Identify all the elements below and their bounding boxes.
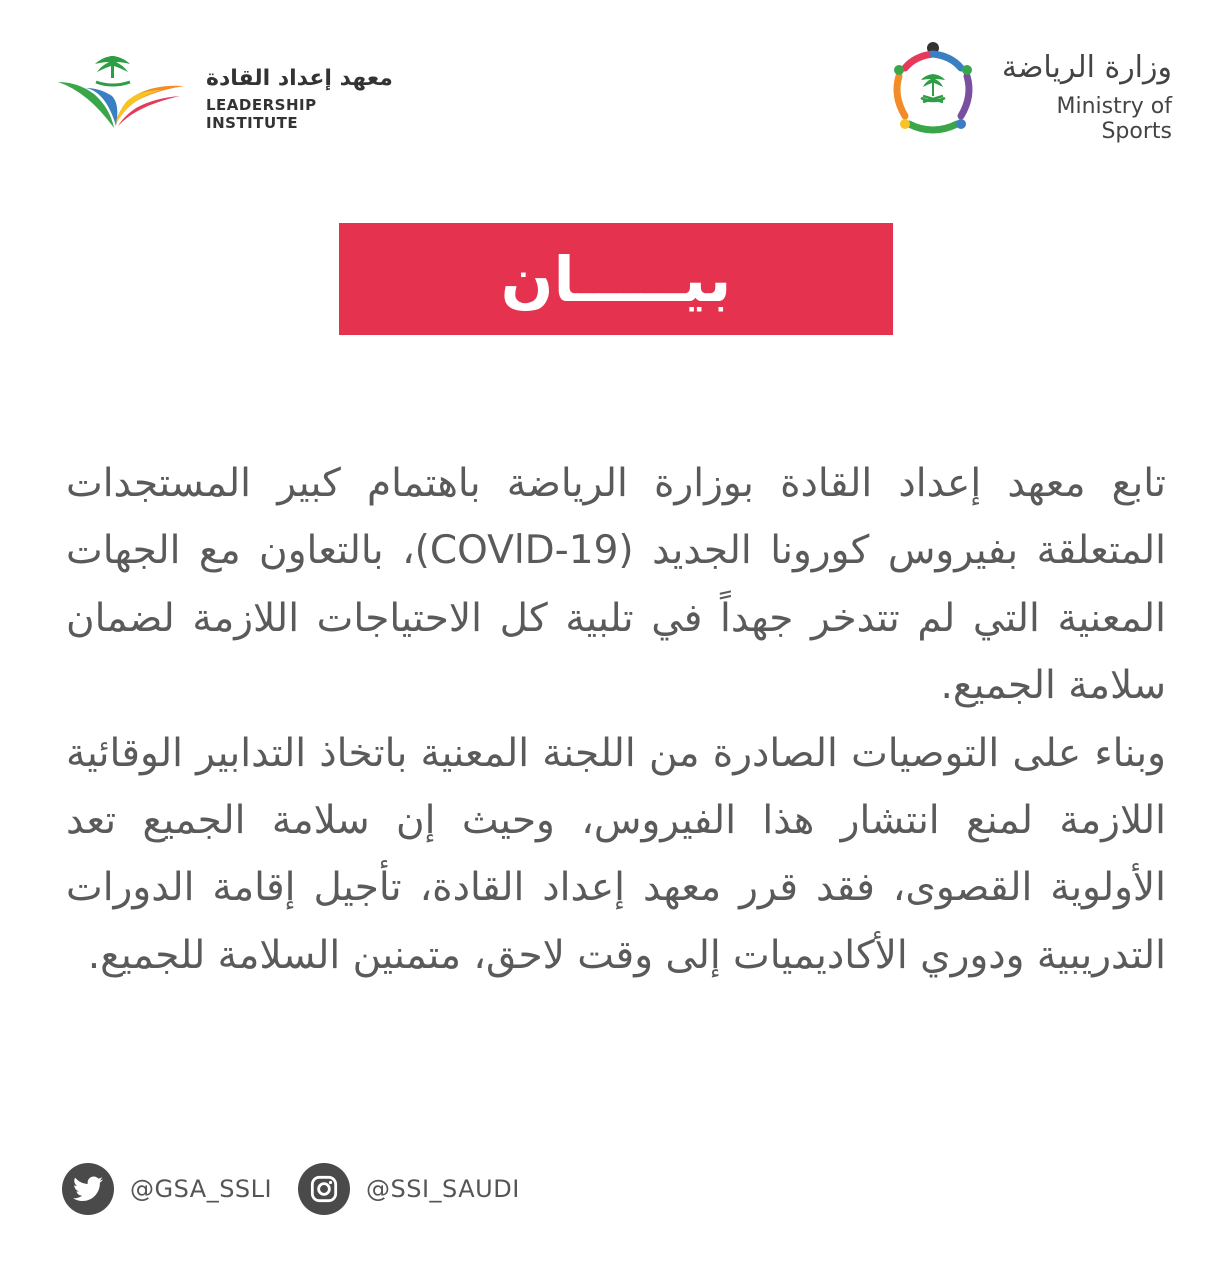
instagram-handle: @SSI_SAUDI (366, 1175, 520, 1203)
statement-body (66, 450, 1166, 989)
leadership-institute-logo (56, 48, 396, 138)
ministry-of-sports-emblem-icon (885, 40, 981, 136)
instagram-icon (298, 1163, 350, 1215)
statement-paragraph-1: تابع معهد إعداد القادة بوزارة الرياضة باهتمام كبير المستجدات المتعلقة بفيروس كورونا الجديد (COVlD-19)، بالتعاون مع الجهات المعنية التي لم تتدخر جهداً في تلبية كل الاحتياجات اللازمة لضمان سلامة الجميع. (66, 461, 1166, 709)
banner-title: بيـــــان (500, 242, 732, 316)
header (0, 0, 1232, 160)
social-footer (62, 1162, 662, 1218)
twitter-icon (62, 1163, 114, 1215)
ministry-of-sports-logo (885, 40, 1185, 144)
twitter-handle: @GSA_SSLI (130, 1175, 273, 1203)
leadership-institute-emblem-icon (56, 48, 196, 128)
ministry-name-arabic: وزارة الرياضة (1001, 50, 1172, 85)
leadership-institute-name-arabic: معهد إعداد القادة (206, 66, 393, 91)
ministry-name-english: Ministry of Sports (1056, 94, 1172, 144)
leadership-institute-name-english: LEADERSHIP INSTITUTE (206, 96, 317, 132)
statement-paragraph-2: وبناء على التوصيات الصادرة من اللجنة المعنية باتخاذ التدابير الوقائية اللازمة لمنع انتشار هذا الفيروس، وحيث إن سلامة الجميع تعد الأولوية القصوى، فقد قرر معهد إعداد القادة، تأجيل إقامة الدورات التدريبية ودوري الأكاديميات إلى وقت لاحق، متمنين السلامة للجميع. (66, 730, 1166, 978)
twitter-link[interactable] (62, 1162, 272, 1216)
statement-banner (339, 223, 893, 335)
instagram-link[interactable] (298, 1162, 520, 1216)
